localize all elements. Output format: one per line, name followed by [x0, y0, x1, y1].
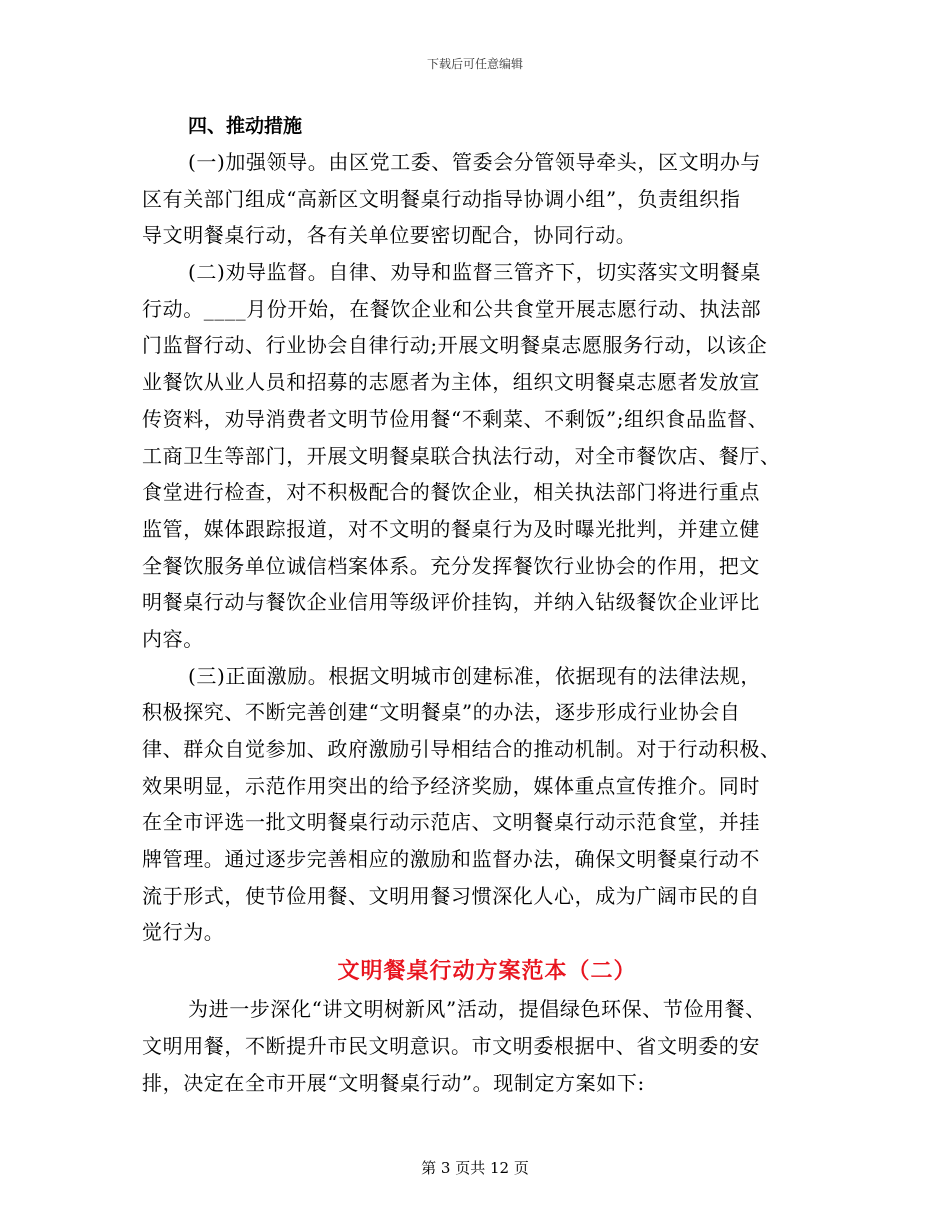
paragraph-line: 觉行为。 [142, 920, 225, 945]
paragraph-line: 门监督行动、行业协会自律行动;开展文明餐桌志愿服务行动，以该企 [142, 333, 768, 358]
paragraph-line: (一)加强领导。由区党工委、管委会分管领导牵头，区文明办与 [188, 150, 762, 174]
paragraph-line: 效果明显，示范作用突出的给予经济奖励，媒体重点宣传推介。同时 [142, 773, 760, 798]
paragraph-line: 为进一步深化“讲文明树新风”活动，提倡绿色环保、节俭用餐、 [188, 997, 766, 1022]
paragraph-line: 行动。____月份开始，在餐饮企业和公共食堂开展志愿行动、执法部 [142, 296, 762, 321]
paragraph-line: 食堂进行检查，对不积极配合的餐饮企业，相关执法部门将进行重点 [142, 480, 760, 505]
paragraph-line: (三)正面激励。根据文明城市创建标准，依据现有的法律法规， [188, 663, 762, 688]
paragraph-line: 积极探究、不断完善创建“文明餐桌”的办法，逐步形成行业协会自 [142, 700, 741, 725]
paragraph-line: 区有关部门组成“高新区文明餐桌行动指导协调小组”，负责组织指 [142, 186, 741, 211]
document-title: 文明餐桌行动方案范本（二） [337, 958, 637, 985]
page-number: 第 3 页共 12 页 [421, 1159, 529, 1177]
paragraph-line: 监管，媒体跟踪报道，对不文明的餐桌行为及时曝光批判，并建立健 [142, 516, 760, 541]
paragraph-line: 导文明餐桌行动，各有关单位要密切配合，协同行动。 [142, 223, 637, 248]
paragraph-line: 在全市评选一批文明餐桌行动示范店、文明餐桌行动示范食堂，并挂 [142, 810, 760, 835]
paragraph-line: 全餐饮服务单位诚信档案体系。充分发挥餐饮行业协会的作用，把文 [142, 553, 760, 578]
paragraph-line: 牌管理。通过逐步完善相应的激励和监督办法，确保文明餐桌行动不 [142, 847, 760, 872]
section-heading: 四、推动措施 [188, 115, 303, 137]
paragraph-line: 业餐饮从业人员和招募的志愿者为主体，组织文明餐桌志愿者发放宣 [142, 370, 760, 395]
paragraph-line: (二)劝导监督。自律、劝导和监督三管齐下，切实落实文明餐桌 [188, 260, 762, 285]
paragraph-line: 内容。 [142, 626, 204, 651]
paragraph-line: 律、群众自觉参加、政府激励引导相结合的推动机制。对于行动积极、 [142, 737, 781, 761]
paragraph-line: 传资料，劝导消费者文明节俭用餐“不剩菜、不剩饭”;组织食品监督、 [142, 406, 769, 431]
paragraph-line: 文明用餐，不断提升市民文明意识。市文明委根据中、省文明委的安 [142, 1033, 760, 1058]
paragraph-line: 明餐桌行动与餐饮企业信用等级评价挂钩，并纳入钻级餐饮企业评比 [142, 590, 760, 615]
paragraph-line: 流于形式，使节俭用餐、文明用餐习惯深化人心，成为广阔市民的自 [142, 883, 760, 908]
paragraph-line: 排，决定在全市开展“文明餐桌行动”。现制定方案如下: [142, 1070, 645, 1095]
document-body [142, 108, 832, 1101]
paragraph-line: 工商卫生等部门，开展文明餐桌联合执法行动，对全市餐饮店、餐厅、 [142, 443, 781, 468]
header-note: 下载后可任意编辑 [426, 57, 523, 71]
